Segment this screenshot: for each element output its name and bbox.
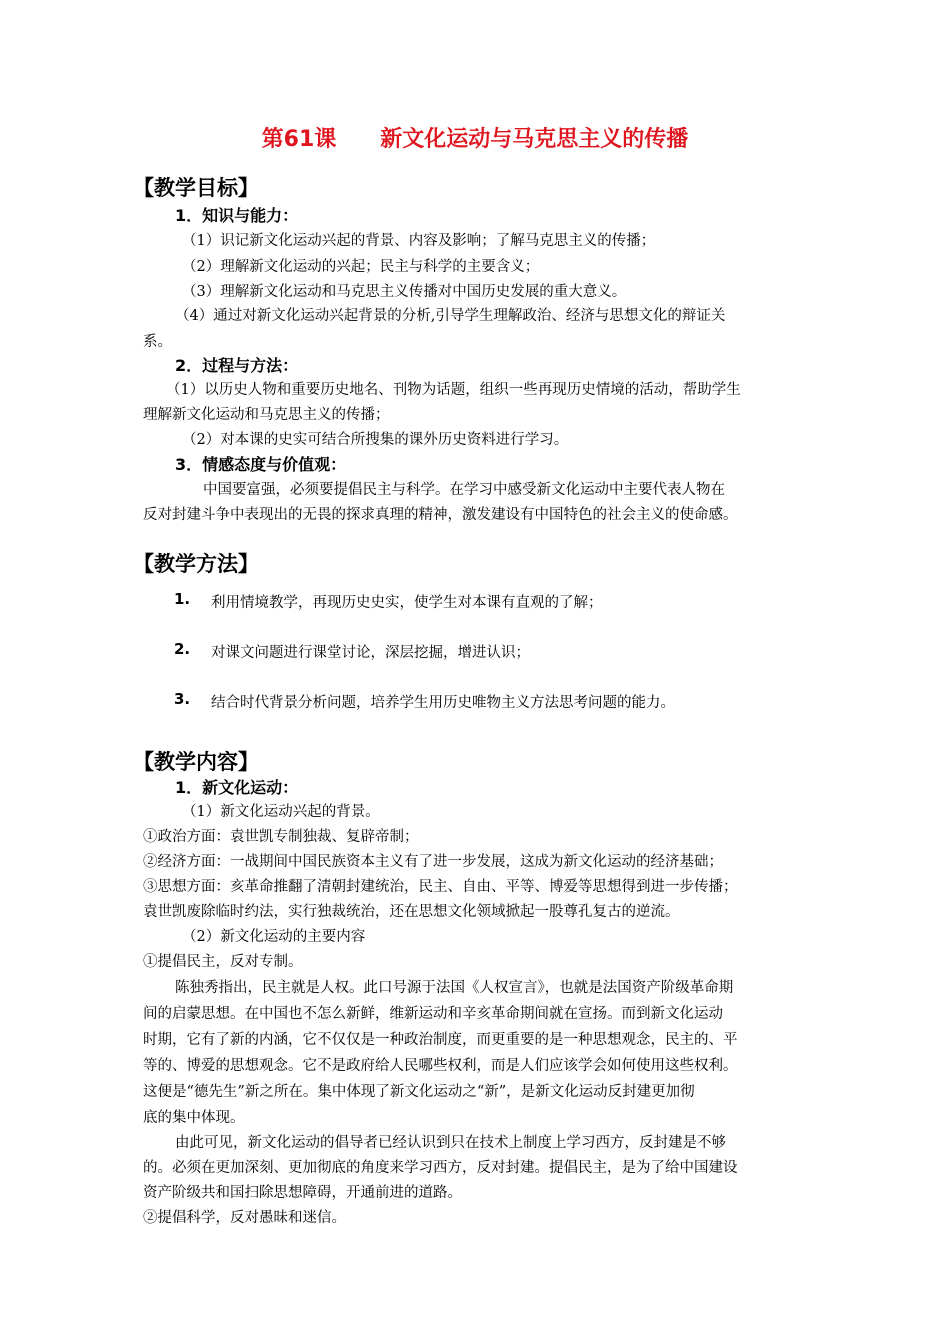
text-line: （3）理解新文化运动和马克思主义传播对中国历史发展的重大意义。 [182,284,627,300]
text-line: 理解新文化运动和马克思主义的传播； [143,407,390,423]
text-line: （1）识记新文化运动兴起的背景、内容及影响；了解马克思主义的传播； [182,233,656,249]
method-number: 2. [174,640,191,658]
text-line: 中国要富强，必须要提倡民主与科学。在学习中感受新文化运动中主要代表人物在 [203,482,725,498]
text-line: 反对封建斗争中表现出的无畏的探求真理的精神，激发建设有中国特色的社会主义的使命感。 [143,507,738,523]
lesson-title [0,122,950,153]
method-text: 结合时代背景分析问题，培养学生用历史唯物主义方法思考问题的能力。 [211,695,675,711]
section-heading-goals: 【教学目标】 [133,176,259,200]
paragraph-line: 底的集中体现。 [143,1110,245,1126]
text-line: （2）理解新文化运动的兴起；民主与科学的主要含义； [182,259,540,275]
method-text: 对课文问题进行课堂讨论，深层挖掘，增进认识； [211,645,530,661]
text-line: ①提倡民主，反对专制。 [143,954,303,970]
text-line: ①政治方面：袁世凯专制独裁、复辟帝制； [143,829,419,845]
paragraph-line: 陈独秀指出，民主就是人权。此口号源于法国《人权宣言》，也就是法国资产阶级革命期 [175,980,734,996]
paragraph-line: 间的启蒙思想。在中国也不怎么新鲜，维新运动和辛亥革命期间就在宣扬。而到新文化运动 [143,1006,723,1022]
text-line: ③思想方面：亥革命推翻了清朝封建统治，民主、自由、平等、博爱等思想得到进一步传播； [143,879,738,895]
paragraph-line: 这便是“德先生”新之所在。集中体现了新文化运动之“新”，是新文化运动反封建更加彻 [143,1084,695,1100]
section-heading-content: 【教学内容】 [133,750,259,774]
paragraph-line: 等的、博爱的思想观念。它不是政府给人民哪些权利，而是人们应该学会如何使用这些权利。 [143,1058,738,1074]
method-number: 3. [174,690,191,708]
text-line: 系。 [143,334,172,350]
text-line: （1）新文化运动兴起的背景。 [182,804,380,820]
text-line: 袁世凯废除临时约法，实行独裁统治，还在思想文化领域掀起一股尊孔复古的逆流。 [143,904,680,920]
paragraph-line: 由此可见，新文化运动的倡导者已经认识到只在技术上制度上学习西方，反封建是不够 [175,1135,726,1151]
subsection-title-knowledge: 1．知识与能力： [175,206,299,225]
text-line: （2）新文化运动的主要内容 [182,929,366,945]
subsection-title-values: 3．情感态度与价值观： [175,455,347,474]
paragraph-line: 时期，它有了新的内涵，它不仅仅是一种政治制度，而更重要的是一种思想观念，民主的、平 [143,1032,738,1048]
text-line: （1）以历史人物和重要历史地名、刊物为话题，组织一些再现历史情境的活动，帮助学生 [166,382,741,398]
lesson-name: 新文化运动与马克思主义的传播 [380,127,689,152]
text-line: （4）通过对新文化运动兴起背景的分析,引导学生理解政治、经济与思想文化的辩证关 [175,308,726,324]
text-line: ②提倡科学，反对愚昧和迷信。 [143,1210,346,1226]
paragraph-line: 的。必须在更加深刻、更加彻底的角度来学习西方，反对封建。提倡民主，是为了给中国建设 [143,1160,738,1176]
lesson-number: 第61课 [261,127,337,152]
subsection-title-new-culture: 1．新文化运动： [175,778,299,797]
text-line: ②经济方面：一战期间中国民族资本主义有了进一步发展，这成为新文化运动的经济基础； [143,854,723,870]
text-line: （2）对本课的史实可结合所搜集的课外历史资料进行学习。 [182,432,569,448]
section-heading-methods: 【教学方法】 [133,552,259,576]
method-text: 利用情境教学，再现历史史实，使学生对本课有直观的了解； [211,595,603,611]
method-number: 1. [174,590,191,608]
paragraph-line: 资产阶级共和国扫除思想障碍，开通前进的道路。 [143,1185,462,1201]
subsection-title-process: 2．过程与方法： [175,356,299,375]
